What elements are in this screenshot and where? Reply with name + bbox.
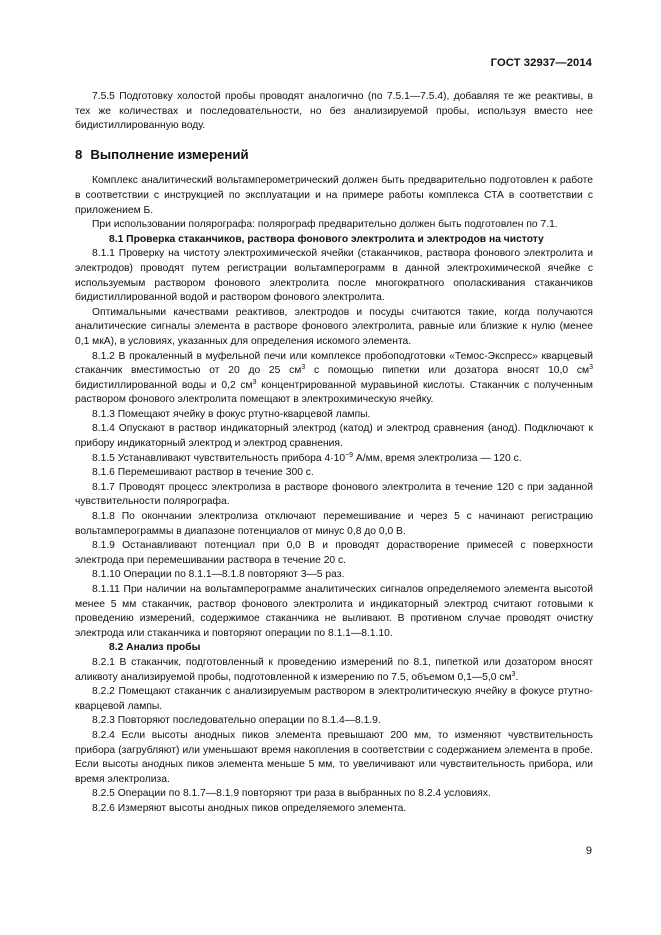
paragraph-8-1-6: 8.1.6 Перемешивают раствор в течение 300 с. — [92, 467, 314, 479]
text-segment: 8.1.5 Устанавливают чувствительность прибора 4·10 — [92, 452, 346, 464]
text-segment: . — [515, 671, 519, 683]
section-8-intro-2: При использовании полярографа: полярограф предварительно должен быть подготовлен по 7.1. — [92, 219, 558, 231]
paragraph-8-2-2: 8.2.2 Помещают стаканчик с анализируемым раствором в электролитическую ячейку в фокусе ртутно-кварцевой лампы. — [75, 686, 593, 712]
superscript: −9 — [345, 451, 354, 459]
page-number: 9 — [585, 845, 592, 857]
paragraph-7-5-5: 7.5.5 Подготовку холостой пробы проводят аналогично (по 7.5.1—7.5.4), добавляя те же реактивы, в тех же количествах и последовательности, но без анализируемой пробы, используя вместо нее бидистиллированную воду. — [75, 91, 593, 132]
superscript: 3 — [301, 364, 306, 372]
paragraph-8-2-3: 8.2.3 Повторяют последовательно операции по 8.1.4—8.1.9. — [92, 715, 381, 727]
paragraph-8-1-1-b: Оптимальными качествами реактивов, электродов и посуды считаются такие, когда получаются аналитические сигналы элемента в растворе фонового электролита, равные или близкие к нулю (менее 0,1 мкА), в условиях, указанных для определения искомого элемента. — [75, 306, 593, 347]
paragraph-8-1-10: 8.1.10 Операции по 8.1.1—8.1.8 повторяют 3—5 раз. — [92, 569, 345, 581]
superscript: 3 — [511, 670, 516, 678]
text-segment: бидистиллированной воды и 0,2 см — [75, 379, 253, 391]
section-8-heading — [75, 148, 593, 163]
paragraph-8-1-9: 8.1.9 Останавливают потенциал при 0,0 В и проводят дорастворение примесей с поверхности электрода при перемешивании раствора в течение 20 с. — [75, 540, 593, 566]
text-segment: 8.2.1 В стаканчик, подготовленный к проведению измерений по 8.1, пипеткой или дозатором вносят аликвоту анализируемой пробы, подготовленной к измерению по 7.5, объемом 0,1—5,0 см — [75, 656, 593, 683]
section-8-intro-1: Комплекс аналитический вольтамперометрический должен быть предварительно подготовлен к работе в соответствии с инструкцией по эксплуатации и на примере работы комплекса СТА в соответствии с приложением Б. — [75, 175, 593, 216]
paragraph-8-1-2 — [75, 350, 593, 408]
paragraph-8-1-7: 8.1.7 Проводят процесс электролиза в растворе фонового электролита в течение 120 с при заданной чувствительности полярографа. — [75, 481, 593, 508]
subsection-8-2-heading: 8.2 Анализ пробы — [109, 642, 201, 654]
paragraph-8-2-1 — [75, 656, 593, 685]
paragraph-8-2-5: 8.2.5 Операции по 8.1.7—8.1.9 повторяют три раза в выбранных по 8.2.4 условиях. — [92, 788, 491, 800]
superscript: 3 — [589, 364, 593, 372]
document-header-standard: ГОСТ 32937—2014 — [490, 57, 592, 69]
paragraph-8-2-4: 8.2.4 Если высоты анодных пиков элемента превышают 200 мм, то изменяют чувствительность прибора (загрубляют) или уменьшают время накопления в соответствии с содержанием элемента в пробе. Если высоты анодных пиков элемента меньше 5 мм, то увеличивают или чувствительность прибора, или время электролиза. — [75, 729, 593, 785]
superscript: 3 — [252, 378, 257, 386]
paragraph-8-1-1: 8.1.1 Проверку на чистоту электрохимической ячейки (стаканчиков, раствора фонового электролита и электродов) проводят путем регистрации вольтамперограмм в данной электрохимической ячейке с используемым раствором фонового электролита после многократного ополаскивания стаканчиков бидистиллированной водой и раствором фонового электролита. — [75, 248, 593, 304]
paragraph-8-1-5 — [75, 452, 593, 467]
paragraph-8-1-11: 8.1.11 При наличии на вольтамперограмме аналитических сигналов определяемого элемента высотой менее 5 мм стаканчик, раствор фонового электролита и индикаторный электрод считают готовыми к проведению измерений, содержимое стаканчика не выливают. В противном случае проводят очистку электрода или стаканчика и повторяют операции по 8.1.1—8.1.10. — [75, 584, 593, 639]
paragraph-8-2-6: 8.2.6 Измеряют высоты анодных пиков определяемого элемента. — [92, 802, 407, 814]
section-number: 8 — [75, 146, 83, 162]
text-segment: с помощью пипетки или дозатора вносят 10,0 см — [305, 365, 590, 377]
page-content — [75, 90, 593, 817]
paragraph-8-1-4: 8.1.4 Опускают в раствор индикаторный электрод (катод) и электрод сравнения (анод). Подключают к прибору индикаторный электрод и электрод сравнения. — [75, 423, 593, 450]
text-segment: концентрированной муравьиной кислоты. Стаканчик с полученным раствором фонового электролита помещают в электрохимическую ячейку. — [75, 379, 593, 406]
text-segment: 8.1.2 В прокаленный в муфельной печи или комплексе пробоподготовки «Темос-Экспресс» кварцевый стаканчик вместимостью от 20 до 25 см — [75, 350, 593, 377]
paragraph-8-1-3: 8.1.3 Помещают ячейку в фокус ртутно-кварцевой лампы. — [92, 408, 371, 420]
text-segment: А/мм, время электролиза — 120 с. — [353, 452, 522, 464]
subsection-8-1-heading: 8.1 Проверка стаканчиков, раствора фонового электролита и электродов на чистоту — [109, 233, 544, 245]
section-title: Выполнение измерений — [90, 146, 249, 162]
paragraph-8-1-8: 8.1.8 По окончании электролиза отключают перемешивание и через 5 с начинают регистрацию вольтамперограммы в диапазоне потенциалов от минус 0,8 до 0,0 В. — [75, 511, 593, 537]
